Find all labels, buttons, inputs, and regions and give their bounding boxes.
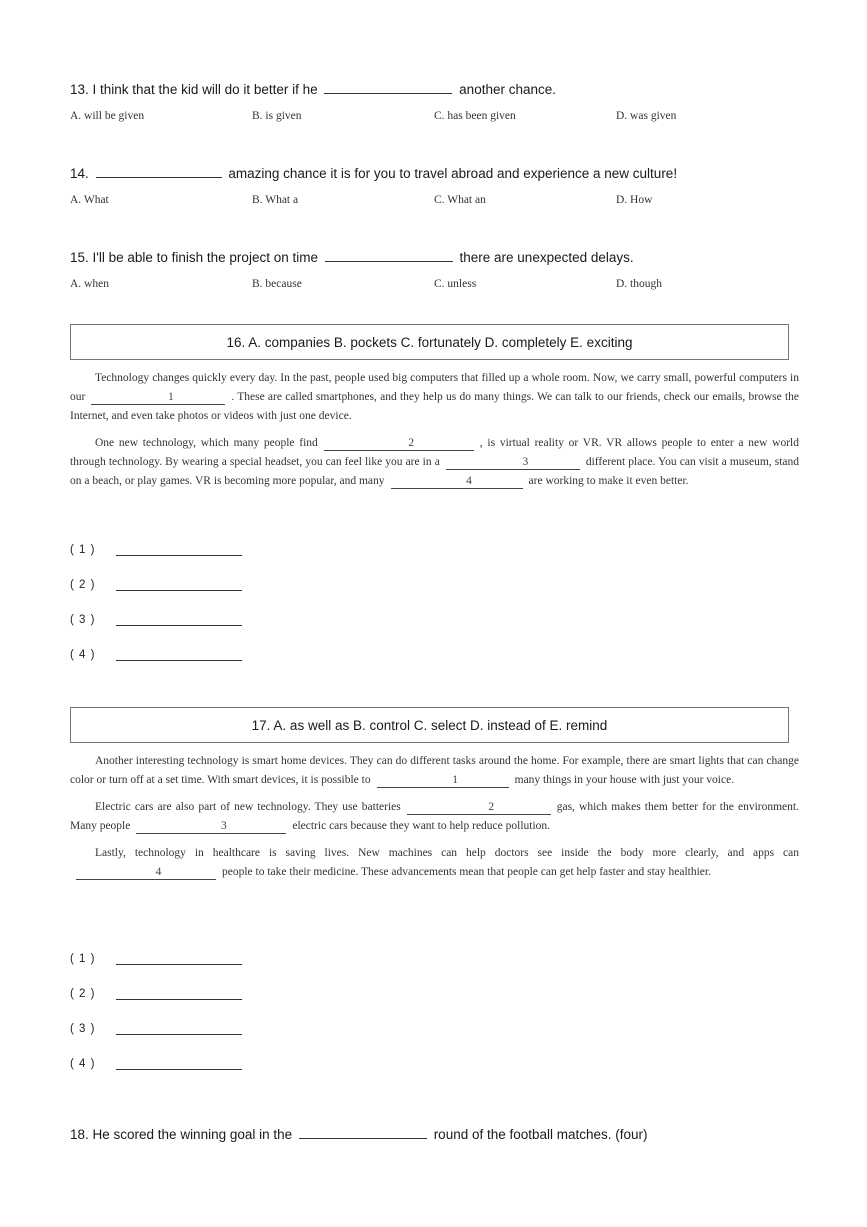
question-16-word-bank xyxy=(70,324,789,360)
question-14-text-end: amazing chance it is for you to travel abroad and experience a new culture! xyxy=(228,166,678,181)
option-d[interactable]: D. was given xyxy=(616,110,677,122)
gap-2: 2 xyxy=(324,436,474,451)
passage-text: electric cars because they want to help reduce pollution. xyxy=(292,820,551,832)
option-a[interactable]: A. when xyxy=(70,278,109,290)
passage-text: Another interesting technology is smart home devices. They can do different tasks around the home. For example, there are smart lights that can change color or turn off at a set time. With smart devices, it is possible to xyxy=(70,755,799,786)
option-b[interactable]: B. because xyxy=(252,278,302,290)
passage-text: people to take their medicine. These advancements mean that people can get help faster and stay healthier. xyxy=(222,866,711,878)
passage-paragraph xyxy=(70,752,799,790)
passage-text: , is virtual reality or VR. VR allows people to enter a new world through technology. By wearing a special headset, you can feel like you are in a xyxy=(70,437,799,468)
answer-line[interactable] xyxy=(116,1022,242,1035)
passage-text: many things in your house with just your voice. xyxy=(514,774,735,786)
passage-text: Technology changes quickly every day. In the past, people used big computers that filled up a whole room. Now, we carry small, powerful computers in our xyxy=(70,372,799,403)
answer-row-3 xyxy=(70,613,242,626)
question-14-stem xyxy=(70,165,677,181)
passage-text: One new technology, which many people find xyxy=(95,437,318,449)
question-15-stem xyxy=(70,249,634,265)
gap-4: 4 xyxy=(76,865,216,880)
gap-3: 3 xyxy=(446,455,580,470)
answer-number: ( 1 ) xyxy=(70,544,96,556)
option-a[interactable]: A. will be given xyxy=(70,110,145,122)
question-18-text-end: round of the football matches. (four) xyxy=(433,1127,648,1142)
answer-line[interactable] xyxy=(116,987,242,1000)
gap-4: 4 xyxy=(391,474,523,489)
answer-number: ( 2 ) xyxy=(70,988,96,1000)
passage-text: Electric cars are also part of new technology. They use batteries xyxy=(95,801,401,813)
passage-text: are working to make it even better. xyxy=(528,475,689,487)
gap-3: 3 xyxy=(136,819,286,834)
gap-2: 2 xyxy=(407,800,551,815)
option-d[interactable]: D. How xyxy=(616,194,653,206)
question-16-passage xyxy=(70,369,799,499)
passage-paragraph xyxy=(70,434,799,491)
option-c[interactable]: C. has been given xyxy=(434,110,516,122)
word-bank-text: 17. A. as well as B. control C. select D. instead of E. remind xyxy=(251,717,608,733)
passage-text: different place. You can visit a museum, stand on a beach, or play games. VR is becoming more popular, and many xyxy=(70,456,800,487)
question-17-passage xyxy=(70,752,799,890)
answer-number: ( 1 ) xyxy=(70,953,96,965)
question-13-text-end: another chance. xyxy=(459,82,556,97)
answer-row-3 xyxy=(70,1022,242,1035)
option-b[interactable]: B. What a xyxy=(252,194,299,206)
answer-row-1 xyxy=(70,952,242,965)
question-18-stem xyxy=(70,1126,648,1142)
answer-number: ( 3 ) xyxy=(70,614,96,626)
option-d[interactable]: D. though xyxy=(616,278,662,290)
answer-row-2 xyxy=(70,578,242,591)
question-15-text: 15. I'll be able to finish the project on time xyxy=(70,250,318,265)
answer-row-4 xyxy=(70,648,242,661)
passage-text: Lastly, technology in healthcare is saving lives. New machines can help doctors see inside the body more clearly, and apps can xyxy=(95,847,799,859)
option-a[interactable]: A. What xyxy=(70,194,109,206)
answer-line[interactable] xyxy=(116,613,242,626)
option-b[interactable]: B. is given xyxy=(252,110,302,122)
answer-number: ( 2 ) xyxy=(70,579,96,591)
question-18-blank[interactable] xyxy=(299,1126,427,1139)
question-13-blank[interactable] xyxy=(324,81,452,94)
option-c[interactable]: C. What an xyxy=(434,194,486,206)
question-14-number: 14. xyxy=(70,166,89,181)
word-bank-text: 16. A. companies B. pockets C. fortunately D. completely E. exciting xyxy=(226,334,633,350)
question-17-word-bank xyxy=(70,707,789,743)
passage-paragraph xyxy=(70,844,799,882)
question-13-stem xyxy=(70,81,556,97)
question-13-text: 13. I think that the kid will do it better if he xyxy=(70,82,318,97)
answer-line[interactable] xyxy=(116,543,242,556)
answer-row-1 xyxy=(70,543,242,556)
question-15-text-end: there are unexpected delays. xyxy=(459,250,634,265)
answer-row-4 xyxy=(70,1057,242,1070)
passage-text: . These are called smartphones, and they help us do many things. We can talk to our friends, check our emails, browse the Internet, and even take photos or videos with just one device. xyxy=(70,391,799,422)
gap-1: 1 xyxy=(91,390,225,405)
question-15-blank[interactable] xyxy=(325,249,453,262)
answer-line[interactable] xyxy=(116,952,242,965)
answer-row-2 xyxy=(70,987,242,1000)
answer-number: ( 4 ) xyxy=(70,1058,96,1070)
gap-1: 1 xyxy=(377,773,509,788)
question-14-blank[interactable] xyxy=(96,165,222,178)
answer-number: ( 4 ) xyxy=(70,649,96,661)
answer-number: ( 3 ) xyxy=(70,1023,96,1035)
option-c[interactable]: C. unless xyxy=(434,278,477,290)
passage-paragraph xyxy=(70,798,799,836)
answer-line[interactable] xyxy=(116,648,242,661)
passage-paragraph xyxy=(70,369,799,426)
answer-line[interactable] xyxy=(116,578,242,591)
passage-text: gas, which makes them better for the environment. Many people xyxy=(70,801,799,832)
answer-line[interactable] xyxy=(116,1057,242,1070)
question-18-text: 18. He scored the winning goal in the xyxy=(70,1127,293,1142)
